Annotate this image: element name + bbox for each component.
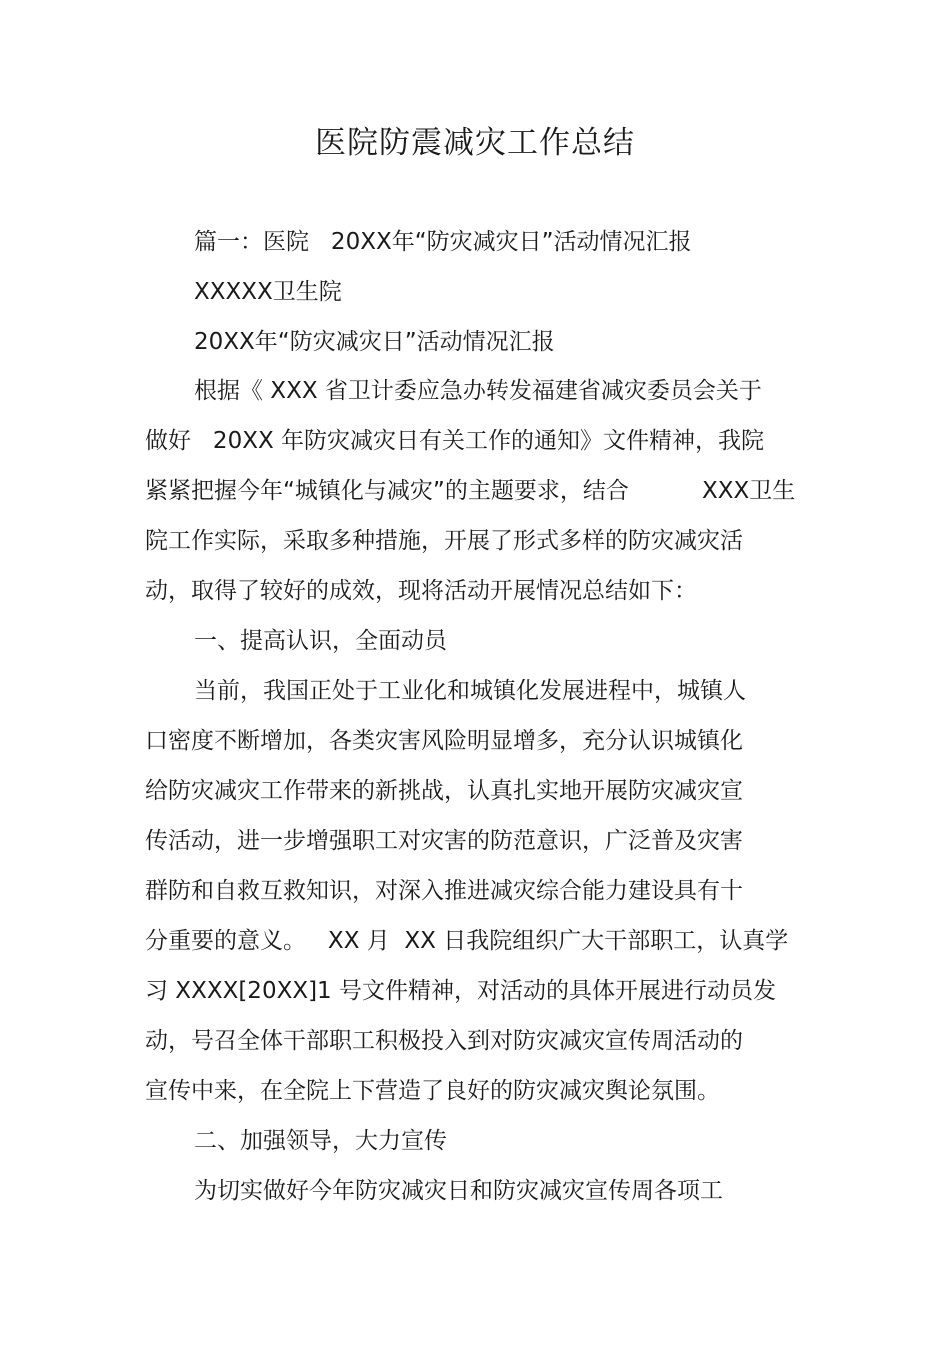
text-line: 宣传中来，在全院上下营造了良好的防灾减灾舆论氛围。 <box>145 1078 720 1104</box>
text-line: 群防和自救互救知识，对深入推进减灾综合能力建设具有十 <box>145 878 743 904</box>
text-line: 做好 20XX 年防灾减灾日有关工作的通知》文件精神，我院 <box>145 428 765 454</box>
document-title: 医院防震减灾工作总结 <box>315 125 635 161</box>
text-line: 习 XXXX[20XX]1 号文件精神，对活动的具体开展进行动员发 <box>145 978 777 1004</box>
text-line: 院工作实际，采取多种措施，开展了形式多样的防灾减灾活 <box>145 528 743 554</box>
text-line: 传活动，进一步增强职工对灾害的防范意识，广泛普及灾害 <box>145 828 743 854</box>
text-line-section-heading: 篇一：医院 20XX年“防灾减灾日”活动情况汇报 <box>194 229 692 255</box>
text-line-report-title: 20XX年“防灾减灾日”活动情况汇报 <box>194 329 555 355</box>
text-line-subheading-2: 二、加强领导，大力宣传 <box>194 1128 447 1154</box>
text-line: 当前，我国正处于工业化和城镇化发展进程中，城镇人 <box>194 678 746 704</box>
text-line-subheading-1: 一、提高认识，全面动员 <box>194 628 447 654</box>
text-line: 口密度不断增加，各类灾害风险明显增多，充分认识城镇化 <box>145 728 743 754</box>
text-line: 紧紧把握今年“城镇化与减灾”的主题要求，结合 XXX卫生 <box>145 478 796 504</box>
text-line: 动，号召全体干部职工积极投入到对防灾减灾宣传周活动的 <box>145 1028 743 1054</box>
text-line: 给防灾减灾工作带来的新挑战，认真扎实地开展防灾减灾宣 <box>145 778 743 804</box>
text-line: 根据《 XXX 省卫计委应急办转发福建省减灾委员会关于 <box>194 378 762 404</box>
text-line: 为切实做好今年防灾减灾日和防灾减灾宣传周各项工 <box>194 1178 723 1204</box>
text-line: 分重要的意义。 XX 月 XX 日我院组织广大干部职工，认真学 <box>145 928 789 954</box>
text-line-org-name: XXXXX卫生院 <box>194 279 342 305</box>
text-line: 动，取得了较好的成效，现将活动开展情况总结如下： <box>145 578 697 604</box>
